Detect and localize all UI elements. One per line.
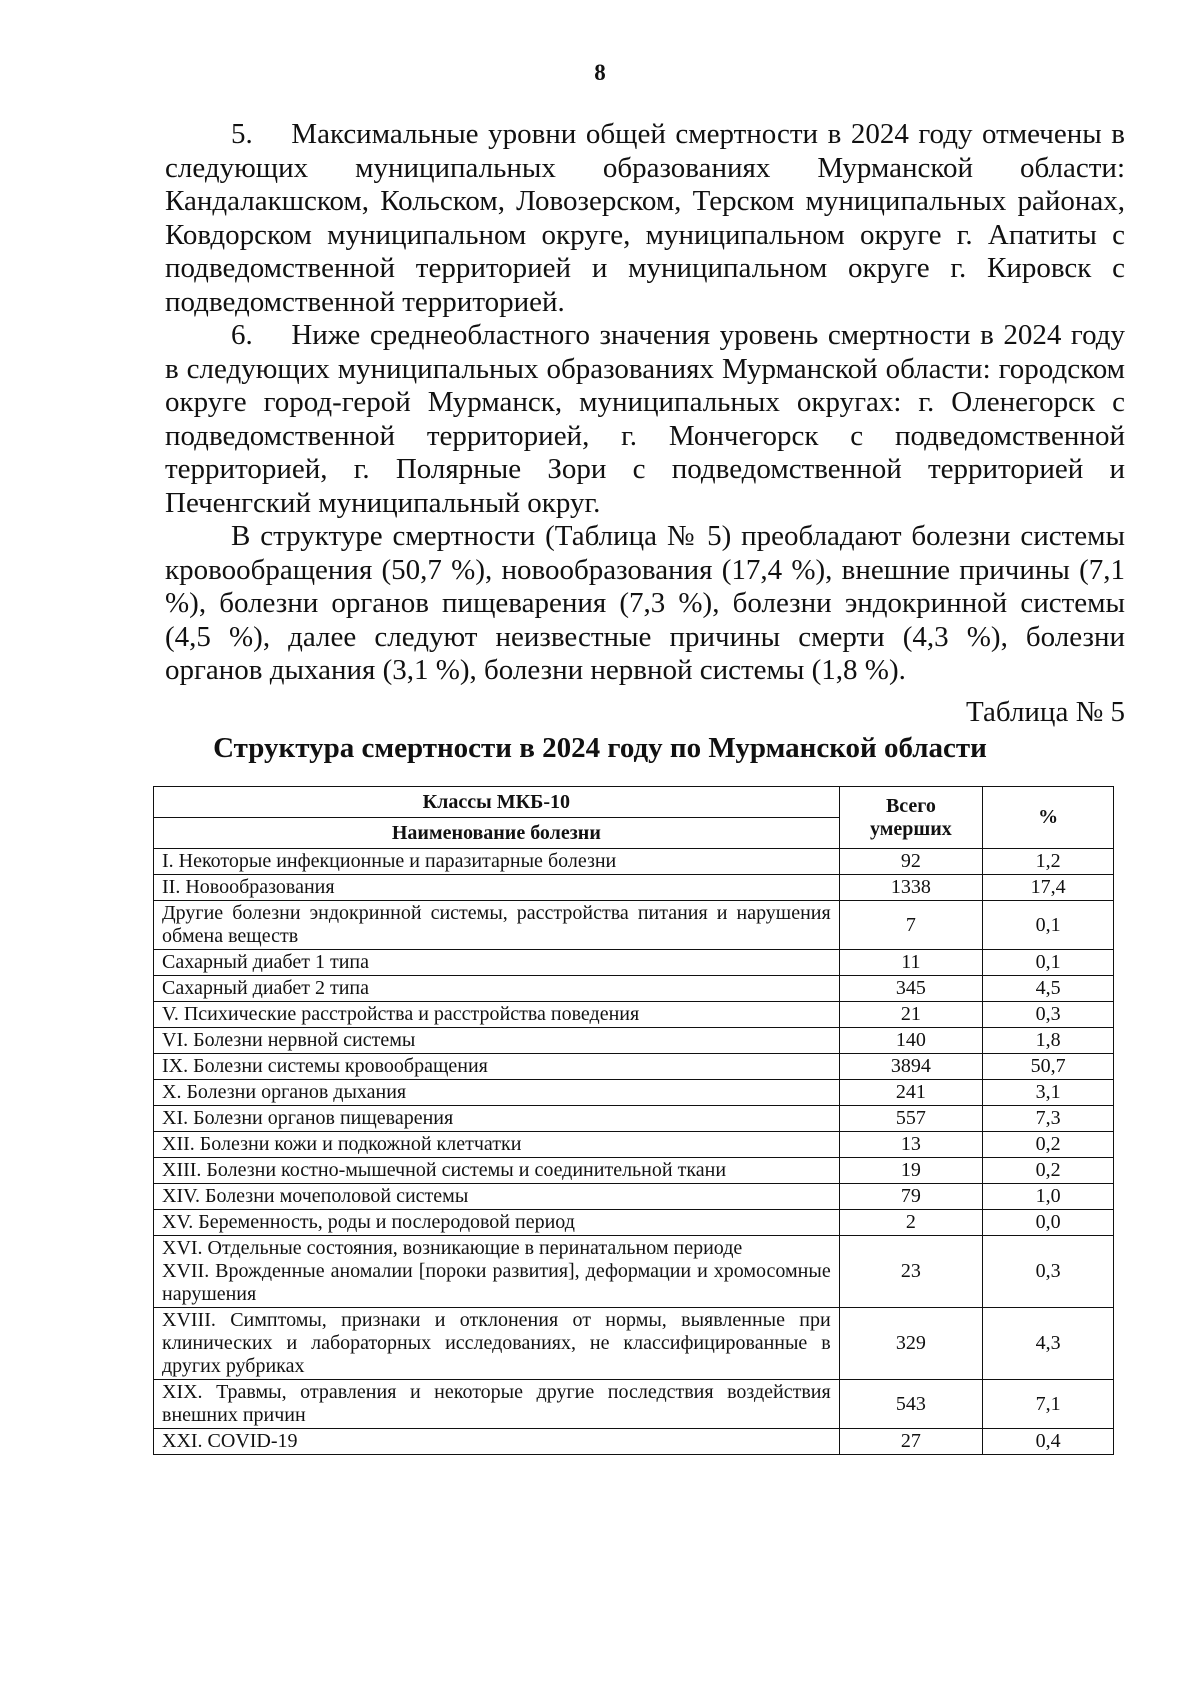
disease-name: XII. Болезни кожи и подкожной клетчатки [162,1133,522,1155]
disease-name-cell [154,849,840,875]
disease-name: XV. Беременность, роды и послеродовой период [162,1211,575,1233]
table-row [154,1236,1114,1308]
total-deaths-cell: 140 [839,1028,982,1054]
disease-name-cell [154,1308,840,1380]
disease-name-cell [154,901,840,950]
header-disease-name: Наименование болезни [154,818,840,849]
table-row [154,1080,1114,1106]
table-row [154,1308,1114,1380]
page-number: 8 [594,60,606,85]
percent-cell: 1,0 [983,1184,1114,1210]
disease-name-secondary: XVII. Врожденные аномалии [пороки развития], деформации и хромосомные нарушения [162,1260,831,1305]
total-deaths-cell: 345 [839,976,982,1002]
percent-cell: 7,1 [983,1380,1114,1429]
percent-cell: 0,1 [983,950,1114,976]
disease-name-cell [154,1429,840,1455]
total-deaths-cell: 557 [839,1106,982,1132]
total-deaths-cell: 3894 [839,1054,982,1080]
mortality-structure-table [153,786,1114,1455]
disease-name: II. Новообразования [162,876,335,898]
percent-cell: 4,3 [983,1308,1114,1380]
percent-cell: 17,4 [983,875,1114,901]
total-deaths-cell: 79 [839,1184,982,1210]
disease-name: XVI. Отдельные состояния, возникающие в перинатальном периоде [162,1237,743,1259]
table-row [154,1184,1114,1210]
table-row [154,1210,1114,1236]
total-deaths-cell: 19 [839,1158,982,1184]
percent-cell: 0,3 [983,1236,1114,1308]
disease-name: VI. Болезни нервной системы [162,1029,416,1051]
paragraph-6: 6. Ниже среднеобластного значения уровень смертности в 2024 году в следующих муниципальных образованиях Мурманской области: городском округе город-герой Мурманск, муниципальных округах: г. Оленегорск с подведомственной территорией, г. Мончегорск с подведомственной территорией, г. Полярные Зори с подведомственной территорией и Печенгский муниципальный округ. [165,319,1125,519]
paragraph-structure: В структуре смертности (Таблица № 5) преобладают болезни системы кровообращения (50,7 %), новообразования (17,4 %), внешние причины (7,1 %), болезни органов пищеварения (7,3 %), болезни эндокринной системы (4,5 %), далее следуют неизвестные причины смерти (4,3 %), болезни органов дыхания (3,1 %), болезни нервной системы (1,8 %). [165,520,1125,686]
total-deaths-cell: 27 [839,1429,982,1455]
disease-name: Другие болезни эндокринной системы, расстройства питания и нарушения обмена веществ [162,902,831,947]
total-deaths-cell: 1338 [839,875,982,901]
table-row [154,1429,1114,1455]
table-row [154,1054,1114,1080]
percent-cell: 0,3 [983,1002,1114,1028]
percent-cell: 50,7 [983,1054,1114,1080]
disease-name: XI. Болезни органов пищеварения [162,1107,454,1129]
disease-name-cell [154,875,840,901]
table-row [154,1380,1114,1429]
disease-name-cell [154,1002,840,1028]
total-deaths-cell: 92 [839,849,982,875]
table-body [154,849,1114,1455]
body-text [165,118,1125,688]
header-total: Всего умерших [839,787,982,849]
total-deaths-cell: 23 [839,1236,982,1308]
header-percent: % [983,787,1114,849]
disease-name: Сахарный диабет 1 типа [162,951,369,973]
percent-cell: 0,2 [983,1132,1114,1158]
table-row [154,901,1114,950]
table-row [154,1158,1114,1184]
disease-name-cell [154,1028,840,1054]
percent-cell: 0,0 [983,1210,1114,1236]
total-deaths-cell: 7 [839,901,982,950]
total-deaths-cell: 11 [839,950,982,976]
disease-name-cell [154,1132,840,1158]
table-row [154,849,1114,875]
disease-name-cell [154,1210,840,1236]
percent-cell: 0,4 [983,1429,1114,1455]
table-row [154,875,1114,901]
disease-name-cell [154,1106,840,1132]
disease-name-cell [154,950,840,976]
percent-cell: 7,3 [983,1106,1114,1132]
disease-name: IX. Болезни системы кровообращения [162,1055,488,1077]
percent-cell: 1,8 [983,1028,1114,1054]
disease-name-cell [154,1184,840,1210]
disease-name: XIII. Болезни костно-мышечной системы и соединительной ткани [162,1159,727,1181]
disease-name-cell [154,1054,840,1080]
disease-name-cell [154,976,840,1002]
disease-name: XIX. Травмы, отравления и некоторые другие последствия воздействия внешних причин [162,1381,831,1426]
table-label: Таблица № 5 [966,696,1125,728]
total-deaths-cell: 21 [839,1002,982,1028]
header-classes: Классы МКБ-10 [154,787,840,818]
disease-name-cell [154,1080,840,1106]
percent-cell: 1,2 [983,849,1114,875]
disease-name: XVIII. Симптомы, признаки и отклонения от нормы, выявленные при клинических и лабораторных исследованиях, не классифицированные в других рубриках [162,1309,831,1377]
table-row [154,1132,1114,1158]
disease-name-cell [154,1158,840,1184]
table-row [154,976,1114,1002]
disease-name: Сахарный диабет 2 типа [162,977,369,999]
table-row [154,1028,1114,1054]
total-deaths-cell: 329 [839,1308,982,1380]
table-row [154,950,1114,976]
percent-cell: 4,5 [983,976,1114,1002]
disease-name: XIV. Болезни мочеполовой системы [162,1185,469,1207]
total-deaths-cell: 2 [839,1210,982,1236]
disease-name: I. Некоторые инфекционные и паразитарные болезни [162,850,617,872]
disease-name: X. Болезни органов дыхания [162,1081,407,1103]
disease-name: XXI. COVID-19 [162,1430,298,1452]
total-deaths-cell: 543 [839,1380,982,1429]
disease-name: V. Психические расстройства и расстройства поведения [162,1003,640,1025]
total-deaths-cell: 241 [839,1080,982,1106]
paragraph-5: 5. Максимальные уровни общей смертности в 2024 году отмечены в следующих муниципальных образованиях Мурманской области: Кандалакшском, Кольском, Ловозерском, Терском муниципальных районах, Ковдорском муниципальном округе, муниципальном округе г. Апатиты с подведомственной территорией и муниципальном округе г. Кировск с подведомственной территорией. [165,118,1125,318]
percent-cell: 3,1 [983,1080,1114,1106]
total-deaths-cell: 13 [839,1132,982,1158]
table-row [154,1106,1114,1132]
percent-cell: 0,2 [983,1158,1114,1184]
percent-cell: 0,1 [983,901,1114,950]
disease-name-cell [154,1380,840,1429]
table-row [154,1002,1114,1028]
table-title: Структура смертности в 2024 году по Мурманской области [213,732,987,764]
disease-name-cell [154,1236,840,1308]
